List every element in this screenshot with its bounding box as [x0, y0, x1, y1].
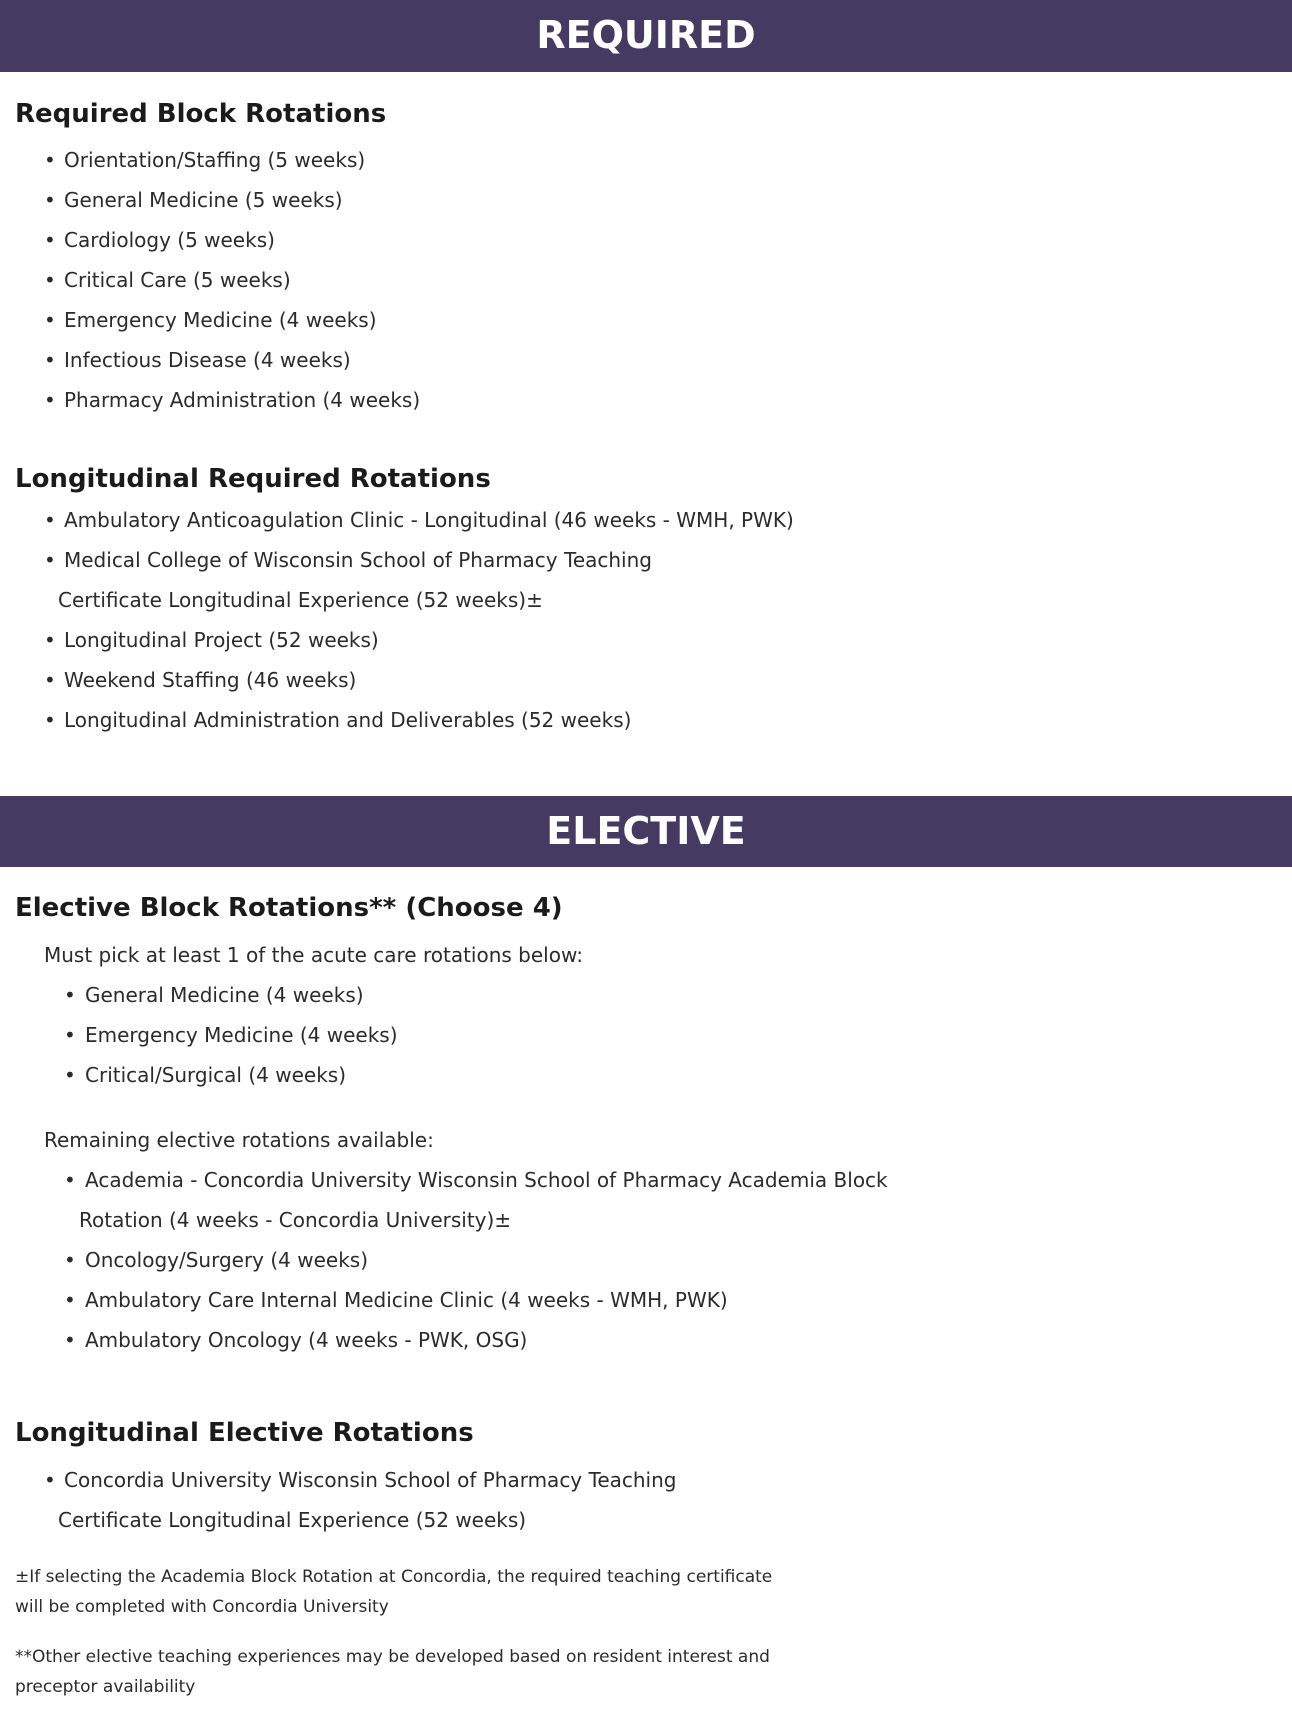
bullet-icon: • — [44, 508, 56, 532]
list-item-text: Ambulatory Oncology (4 weeks - PWK, OSG) — [85, 1328, 528, 1352]
bullet-icon: • — [64, 1063, 76, 1087]
bullet-icon: • — [64, 1023, 76, 1047]
list-item-text: Academia - Concordia University Wisconsin School of Pharmacy Academia Block — [85, 1168, 888, 1192]
list-item-text: Ambulatory Anticoagulation Clinic - Longitudinal (46 weeks - WMH, PWK) — [64, 508, 794, 532]
bullet-icon: • — [44, 708, 56, 732]
acute-care-intro: Must pick at least 1 of the acute care rotations below: — [44, 943, 583, 967]
list-item-text: Infectious Disease (4 weeks) — [64, 348, 351, 372]
bullet-icon: • — [64, 1168, 76, 1192]
bullet-icon: • — [44, 268, 56, 292]
bullet-icon: • — [44, 1468, 56, 1492]
bullet-icon: • — [44, 348, 56, 372]
required-block-heading: Required Block Rotations — [15, 99, 387, 129]
remaining-electives-intro: Remaining elective rotations available: — [44, 1128, 434, 1152]
list-item-text: Concordia University Wisconsin School of Pharmacy Teaching — [64, 1468, 677, 1492]
bullet-icon: • — [44, 628, 56, 652]
bullet-icon: • — [64, 1328, 76, 1352]
list-item-text: Longitudinal Administration and Deliverables (52 weeks) — [64, 708, 632, 732]
list-item-text: Emergency Medicine (4 weeks) — [64, 308, 377, 332]
list-item-text: Emergency Medicine (4 weeks) — [85, 1023, 398, 1047]
bullet-icon: • — [64, 1288, 76, 1312]
bullet-icon: • — [44, 668, 56, 692]
bullet-icon: • — [64, 983, 76, 1007]
footnote-plus-minus: ±If selecting the Academia Block Rotation at Concordia, the required teaching certificate — [15, 1567, 773, 1587]
longitudinal-elective-heading: Longitudinal Elective Rotations — [15, 1418, 474, 1448]
longitudinal-required-heading: Longitudinal Required Rotations — [15, 464, 491, 494]
footnote-double-asterisk-continuation: preceptor availability — [15, 1677, 196, 1697]
list-item-text: Oncology/Surgery (4 weeks) — [85, 1248, 369, 1272]
list-item-text: Critical Care (5 weeks) — [64, 268, 291, 292]
list-item-continuation: Certificate Longitudinal Experience (52 weeks) — [58, 1508, 527, 1532]
bullet-icon: • — [44, 548, 56, 572]
list-item-text: Longitudinal Project (52 weeks) — [64, 628, 379, 652]
footnote-plus-minus-continuation: will be completed with Concordia University — [15, 1597, 389, 1617]
footnote-double-asterisk: **Other elective teaching experiences may be developed based on resident interest and — [15, 1647, 770, 1667]
elective-section-title: ELECTIVE — [546, 809, 746, 853]
list-item-text: Ambulatory Care Internal Medicine Clinic (4 weeks - WMH, PWK) — [85, 1288, 728, 1312]
list-item-text: Weekend Staffing (46 weeks) — [64, 668, 357, 692]
bullet-icon: • — [44, 308, 56, 332]
list-item-continuation: Certificate Longitudinal Experience (52 weeks)± — [58, 588, 543, 612]
bullet-icon: • — [64, 1248, 76, 1272]
list-item-text: Pharmacy Administration (4 weeks) — [64, 388, 421, 412]
bullet-icon: • — [44, 228, 56, 252]
bullet-icon: • — [44, 148, 56, 172]
list-item-text: General Medicine (4 weeks) — [85, 983, 364, 1007]
list-item-text: General Medicine (5 weeks) — [64, 188, 343, 212]
list-item-text: Orientation/Staffing (5 weeks) — [64, 148, 366, 172]
list-item-text: Cardiology (5 weeks) — [64, 228, 275, 252]
bullet-icon: • — [44, 188, 56, 212]
list-item-text: Medical College of Wisconsin School of Pharmacy Teaching — [64, 548, 652, 572]
elective-block-heading: Elective Block Rotations** (Choose 4) — [15, 893, 563, 923]
list-item-continuation: Rotation (4 weeks - Concordia University)± — [79, 1208, 512, 1232]
list-item-text: Critical/Surgical (4 weeks) — [85, 1063, 347, 1087]
required-section-title: REQUIRED — [536, 13, 756, 57]
bullet-icon: • — [44, 388, 56, 412]
